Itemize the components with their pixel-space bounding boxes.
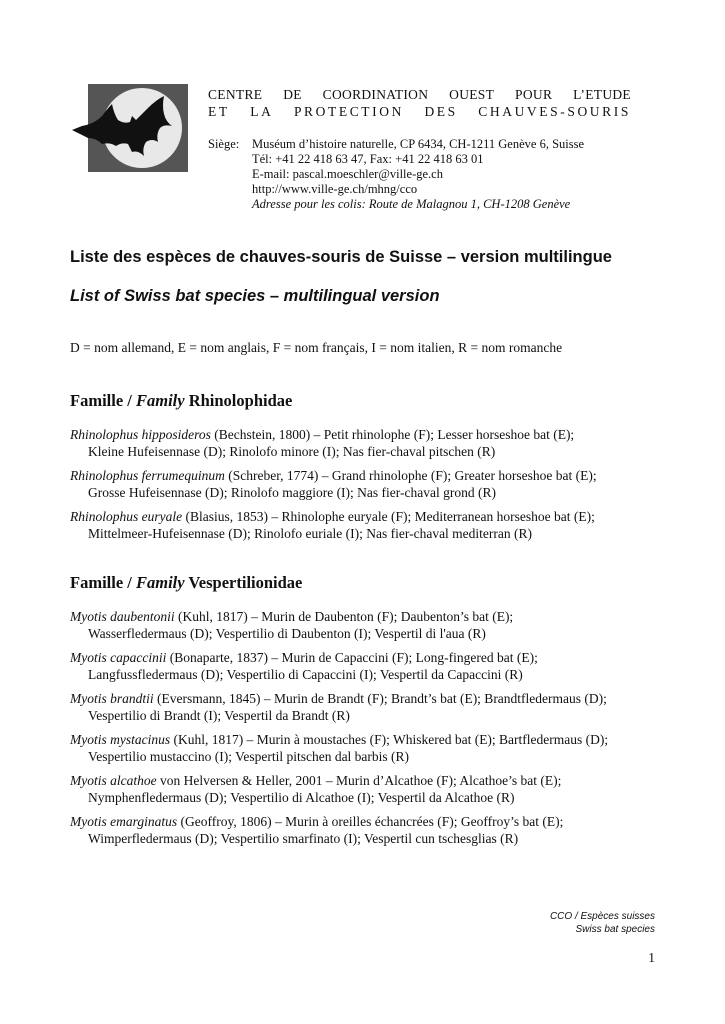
title-english: List of Swiss bat species – multilingual version [70,287,440,305]
org-line-2 [208,103,631,120]
contact-block [208,137,584,212]
bat-logo [72,84,190,174]
species-entry: Myotis capaccinii (Bonaparte, 1837) – Murin de Capaccini (F); Long-fingered bat (E); Langfussfledermaus (D); Vespertilio di Capaccini (I); Vespertil da Capaccini (R) [70,650,538,682]
org-word: CHAUVES-SOURIS [478,104,631,119]
scientific-name: Myotis daubentonii [70,609,175,624]
scientific-name: Myotis alcathoe [70,773,157,788]
language-legend: D = nom allemand, E = nom anglais, F = nom français, I = nom italien, R = nom romanche [70,340,563,355]
org-word: COORDINATION [322,87,429,102]
email: E-mail: pascal.moeschler@ville-ge.ch [252,167,443,181]
scientific-name: Rhinolophus hipposideros [70,427,211,442]
org-word: DES [424,104,458,119]
siege-label: Siège: [208,137,240,151]
bat-moon-icon [72,84,190,174]
phone-fax: Tél: +41 22 418 63 47, Fax: +41 22 418 63 01 [252,152,484,166]
org-word: LA [250,104,274,119]
scientific-name: Rhinolophus ferrumequinum [70,468,225,483]
organization-name [208,86,631,120]
org-word: ET [208,104,230,119]
org-word: OUEST [449,87,495,102]
family-heading-vespertilionidae: Famille / Family Vespertilionidae [70,573,303,592]
parcel-address: Adresse pour les colis: Route de Malagnou 1, CH-1208 Genève [252,197,571,211]
scientific-name: Rhinolophus euryale [70,509,183,524]
species-entry: Rhinolophus hipposideros (Bechstein, 1800) – Petit rhinolophe (F); Lesser horseshoe bat (E); Kleine Hufeisennase (D); Rinolofo minore (I); Nas fier-chaval pitschen (R) [70,427,575,459]
species-entry: Myotis emarginatus (Geoffroy, 1806) – Murin à oreilles échancrées (F); Geoffroy’s bat (E); Wimperfledermaus (D); Vespertilio smarfinato (I); Vespertil cun tschesglias (R) [70,814,564,846]
scientific-name: Myotis emarginatus [70,814,178,829]
website-url: http://www.ville-ge.ch/mhng/cco [252,182,418,196]
species-entry: Myotis daubentonii (Kuhl, 1817) – Murin de Daubenton (F); Daubenton’s bat (E); Wasserfledermaus (D); Vespertilio di Daubenton (I); Vespertil di l'aua (R) [70,609,514,641]
family-heading-rhinolophidae: Famille / Family Rhinolophidae [70,391,293,410]
scientific-name: Myotis capaccinii [70,650,167,665]
page-footer: CCO / Espèces suisses Swiss bat species [549,911,655,935]
species-entry: Myotis mystacinus (Kuhl, 1817) – Murin à moustaches (F); Whiskered bat (E); Bartfledermaus (D); Vespertilio mustaccino (I); Vespertil pitschen dal barbis (R) [70,732,609,764]
org-word: DE [283,87,302,102]
scientific-name: Myotis brandtii [70,691,154,706]
address: Muséum d’histoire naturelle, CP 6434, CH-1211 Genève 6, Suisse [252,137,585,151]
page-number: 1 [648,950,655,965]
org-line-1 [208,86,631,103]
org-word: PROTECTION [293,104,404,119]
species-entry: Myotis brandtii (Eversmann, 1845) – Murin de Brandt (F); Brandt’s bat (E); Brandtfledermaus (D); Vespertilio di Brandt (I); Vespertil da Brandt (R) [70,691,607,723]
scientific-name: Myotis mystacinus [70,732,171,747]
org-word: L’ETUDE [573,87,631,102]
org-word: CENTRE [208,87,263,102]
species-entry: Myotis alcathoe von Helversen & Heller, 2001 – Murin d’Alcathoe (F); Alcathoe’s bat (E); Nymphenfledermaus (D); Vespertilio di Alcathoe (I); Vespertil da Alcathoe (R) [70,773,562,805]
species-entry: Rhinolophus ferrumequinum (Schreber, 1774) – Grand rhinolophe (F); Greater horseshoe bat (E); Grosse Hufeisennase (D); Rinolofo maggiore (I); Nas fier-chaval grond (R) [70,468,597,500]
species-entry: Rhinolophus euryale (Blasius, 1853) – Rhinolophe euryale (F); Mediterranean horseshoe bat (E); Mittelmeer-Hufeisennase (D); Rinolofo euriale (I); Nas fier-chaval mediterran (R) [70,509,595,541]
org-word: POUR [515,87,553,102]
title-french: Liste des espèces de chauves-souris de Suisse – version multilingue [70,248,612,266]
